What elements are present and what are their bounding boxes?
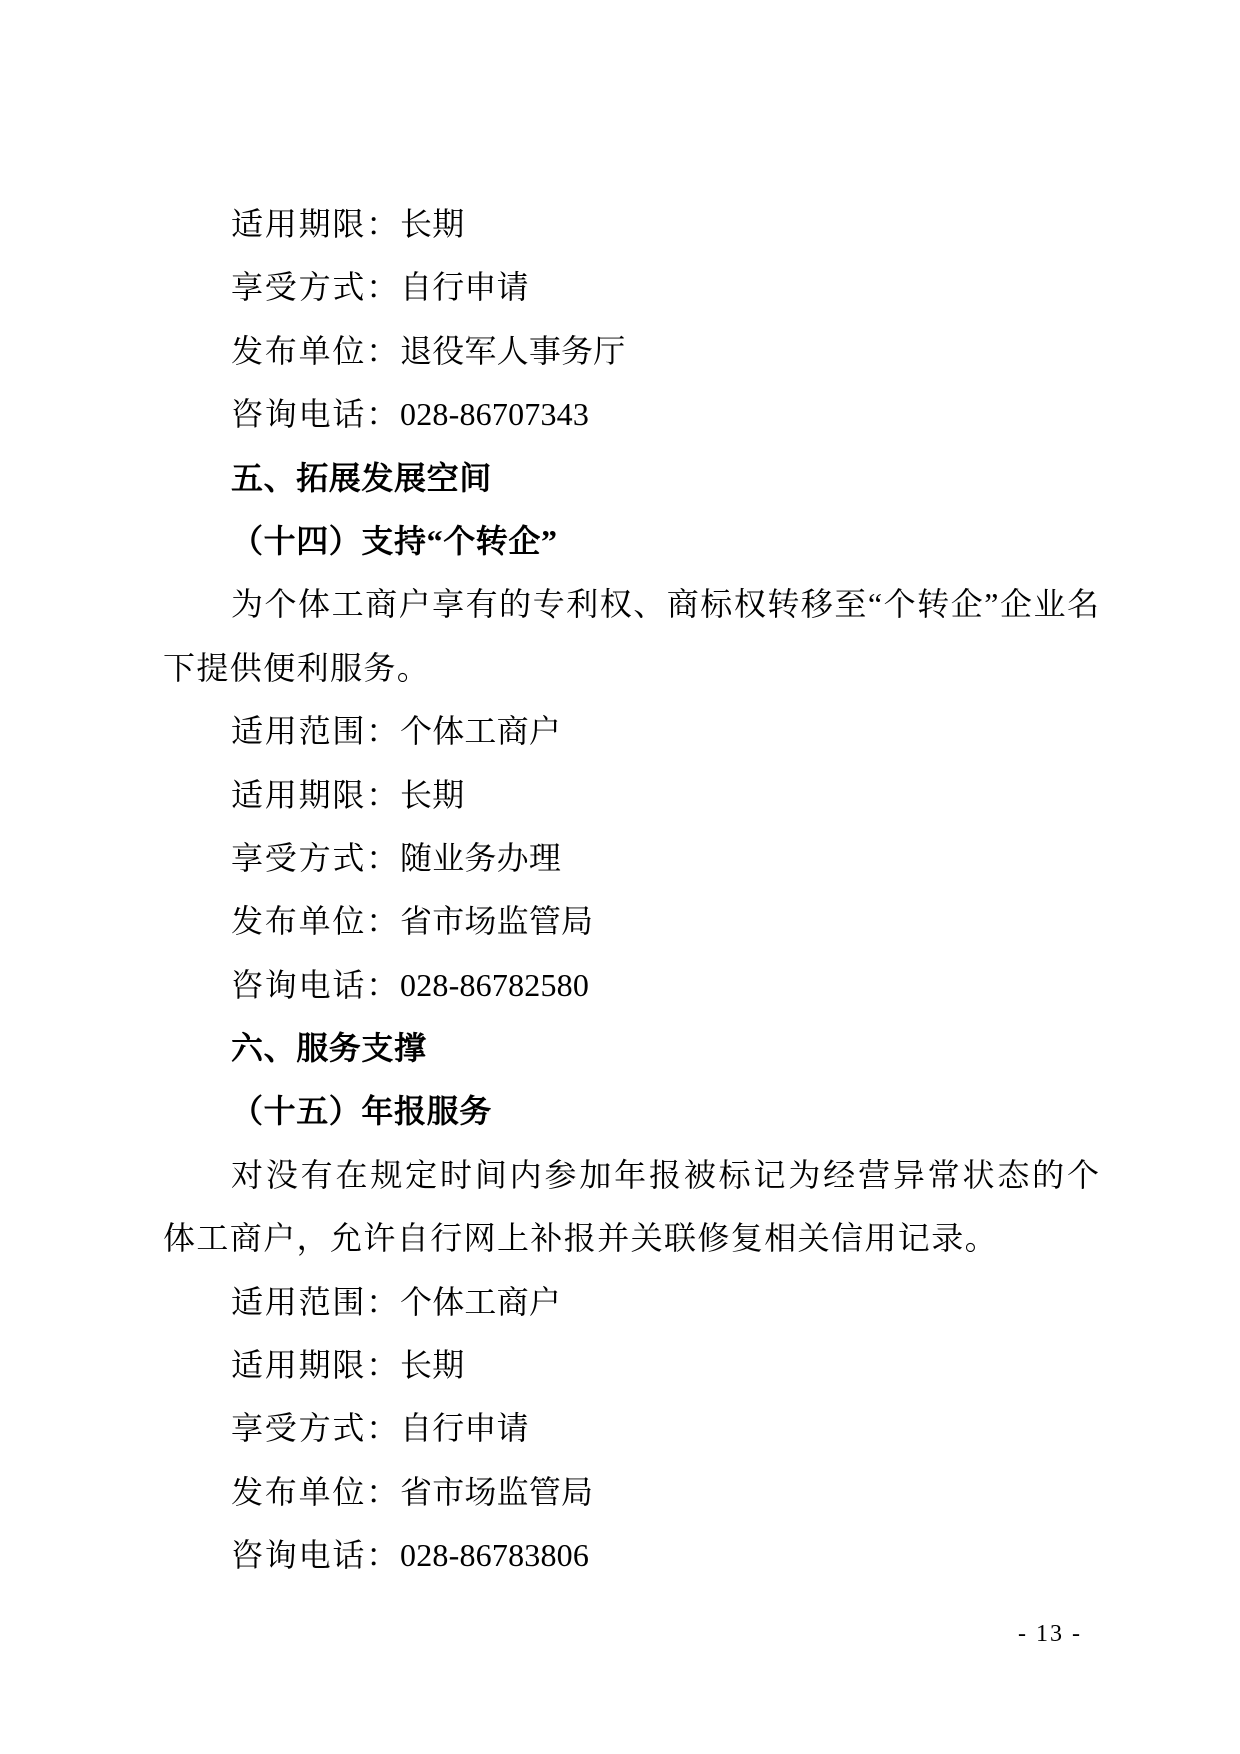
section-heading: 六、服务支撑 [231, 1030, 427, 1067]
info-line-scope [163, 1271, 1099, 1334]
field-label: 适用期限： [231, 776, 401, 813]
item-title: （十五）年报服务 [231, 1093, 492, 1130]
info-line-publisher [163, 1461, 1099, 1524]
field-value: 长期 [400, 776, 465, 813]
info-line-phone [163, 383, 1099, 446]
paragraph-line: 为个体工商户享有的专利权、商标权转移至“个转企”企业名 [231, 586, 1099, 623]
field-label: 咨询电话： [231, 966, 401, 1003]
page-number: - 13 - [1018, 1621, 1082, 1647]
paragraph-line: 对没有在规定时间内参加年报被标记为经营异常状态的个 [231, 1156, 1099, 1193]
field-label: 咨询电话： [231, 396, 401, 433]
paragraph [163, 573, 1099, 636]
info-line-period [163, 193, 1099, 256]
field-value: 长期 [400, 206, 465, 242]
info-line-scope [163, 700, 1099, 763]
paragraph [163, 1144, 1099, 1207]
info-line-period [163, 1334, 1099, 1397]
field-value: 028-86783806 [400, 1537, 590, 1574]
field-label: 咨询电话： [231, 1537, 401, 1574]
paragraph-line: 下提供便利服务。 [163, 649, 431, 686]
field-label: 适用范围： [231, 1283, 401, 1320]
info-line-publisher [163, 320, 1099, 383]
info-line-method [163, 827, 1099, 890]
field-value: 自行申请 [400, 1410, 529, 1447]
field-label: 享受方式： [231, 839, 401, 876]
info-line-phone [163, 1524, 1099, 1587]
info-line-period [163, 764, 1099, 827]
field-label: 享受方式： [231, 1410, 401, 1447]
field-value: 028-86782580 [400, 966, 590, 1003]
field-value: 个体工商户 [400, 1283, 562, 1320]
field-value: 自行申请 [400, 269, 529, 306]
field-label: 适用范围： [231, 713, 401, 750]
section-heading: 五、拓展发展空间 [231, 459, 492, 496]
field-label: 适用期限： [231, 206, 401, 242]
document-body [163, 193, 1099, 1588]
field-value: 长期 [400, 1347, 465, 1384]
field-label: 发布单位： [231, 332, 401, 369]
field-value: 省市场监管局 [400, 1473, 594, 1510]
item-title: （十四）支持“个转企” [231, 522, 558, 559]
field-value: 退役军人事务厅 [400, 332, 626, 369]
field-label: 享受方式： [231, 269, 401, 306]
field-value: 028-86707343 [400, 396, 590, 433]
field-label: 适用期限： [231, 1347, 401, 1384]
field-value: 个体工商户 [400, 713, 562, 750]
field-label: 发布单位： [231, 1473, 401, 1510]
info-line-method [163, 1397, 1099, 1460]
field-value: 随业务办理 [400, 839, 562, 876]
paragraph-line: 体工商户，允许自行网上补报并关联修复相关信用记录。 [163, 1220, 999, 1257]
field-value: 省市场监管局 [400, 903, 594, 940]
info-line-publisher [163, 890, 1099, 953]
field-label: 发布单位： [231, 903, 401, 940]
info-line-method [163, 256, 1099, 319]
info-line-phone [163, 954, 1099, 1017]
